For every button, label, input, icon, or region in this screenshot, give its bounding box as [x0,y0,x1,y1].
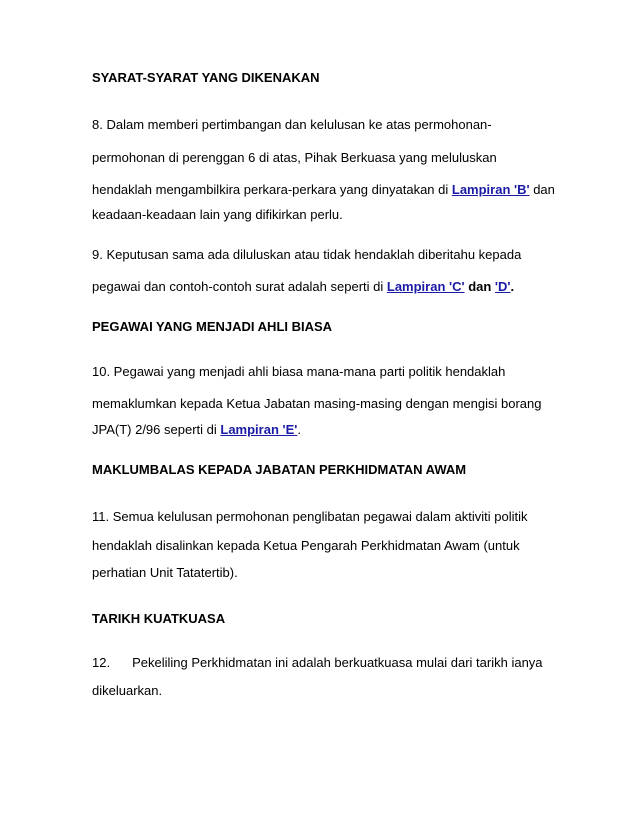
paragraph-12-line-1-text: Pekeliling Perkhidmatan ini adalah berkuatkuasa mulai dari tarikh ianya [132,655,543,670]
paragraph-8-line-3-tail: dan [529,182,555,197]
paragraph-10-line-3-text: JPA(T) 2/96 seperti di [92,422,221,437]
paragraph-12-line-2: dikeluarkan. [92,683,163,698]
paragraph-9-line-1: 9. Keputusan sama ada diluluskan atau tidak hendaklah diberitahu kepada [92,247,522,262]
lampiran-e-link[interactable]: Lampiran 'E' [220,422,298,437]
paragraph-8-line-1: 8. Dalam memberi pertimbangan dan kelulusan ke atas permohonan- [92,117,492,132]
paragraph-12-number: 12. [92,655,111,670]
lampiran-b-link[interactable]: Lampiran 'B' [451,182,530,197]
paragraph-10-line-2: memaklumkan kepada Ketua Jabatan masing-masing dengan mengisi borang [92,396,542,411]
paragraph-9-line-2 [92,279,514,295]
paragraph-11-line-1: 11. Semua kelulusan permohonan penglibatan pegawai dalam aktiviti politik [92,509,528,524]
heading-pegawai: PEGAWAI YANG MENJADI AHLI BIASA [92,319,333,334]
paragraph-11-line-3: perhatian Unit Tatatertib). [92,565,238,580]
paragraph-10-line-1: 10. Pegawai yang menjadi ahli biasa mana-mana parti politik hendaklah [92,364,506,379]
paragraph-9-dan: dan [464,279,495,294]
paragraph-10-line-3 [92,422,301,438]
paragraph-9-tail: . [510,279,515,294]
paragraph-12-line-1 [92,655,543,671]
paragraph-9-line-2-text: pegawai dan contoh-contoh surat adalah seperti di [92,279,387,294]
paragraph-11-line-2: hendaklah disalinkan kepada Ketua Pengarah Perkhidmatan Awam (untuk [92,538,520,553]
paragraph-10-line-3-tail: . [297,422,301,437]
paragraph-8-line-3-text: hendaklah mengambilkira perkara-perkara yang dinyatakan di [92,182,452,197]
heading-tarikh: TARIKH KUATKUASA [92,611,226,626]
paragraph-8-line-3 [92,182,555,198]
paragraph-8-line-2: permohonan di perenggan 6 di atas, Pihak Berkuasa yang meluluskan [92,150,497,165]
paragraph-8-line-4: keadaan-keadaan lain yang difikirkan perlu. [92,207,343,222]
lampiran-c-link[interactable]: Lampiran 'C' [386,279,465,294]
heading-syarat: SYARAT-SYARAT YANG DIKENAKAN [92,70,320,85]
heading-maklumbalas: MAKLUMBALAS KEPADA JABATAN PERKHIDMATAN AWAM [92,462,467,477]
lampiran-d-link[interactable]: 'D' [494,279,511,294]
